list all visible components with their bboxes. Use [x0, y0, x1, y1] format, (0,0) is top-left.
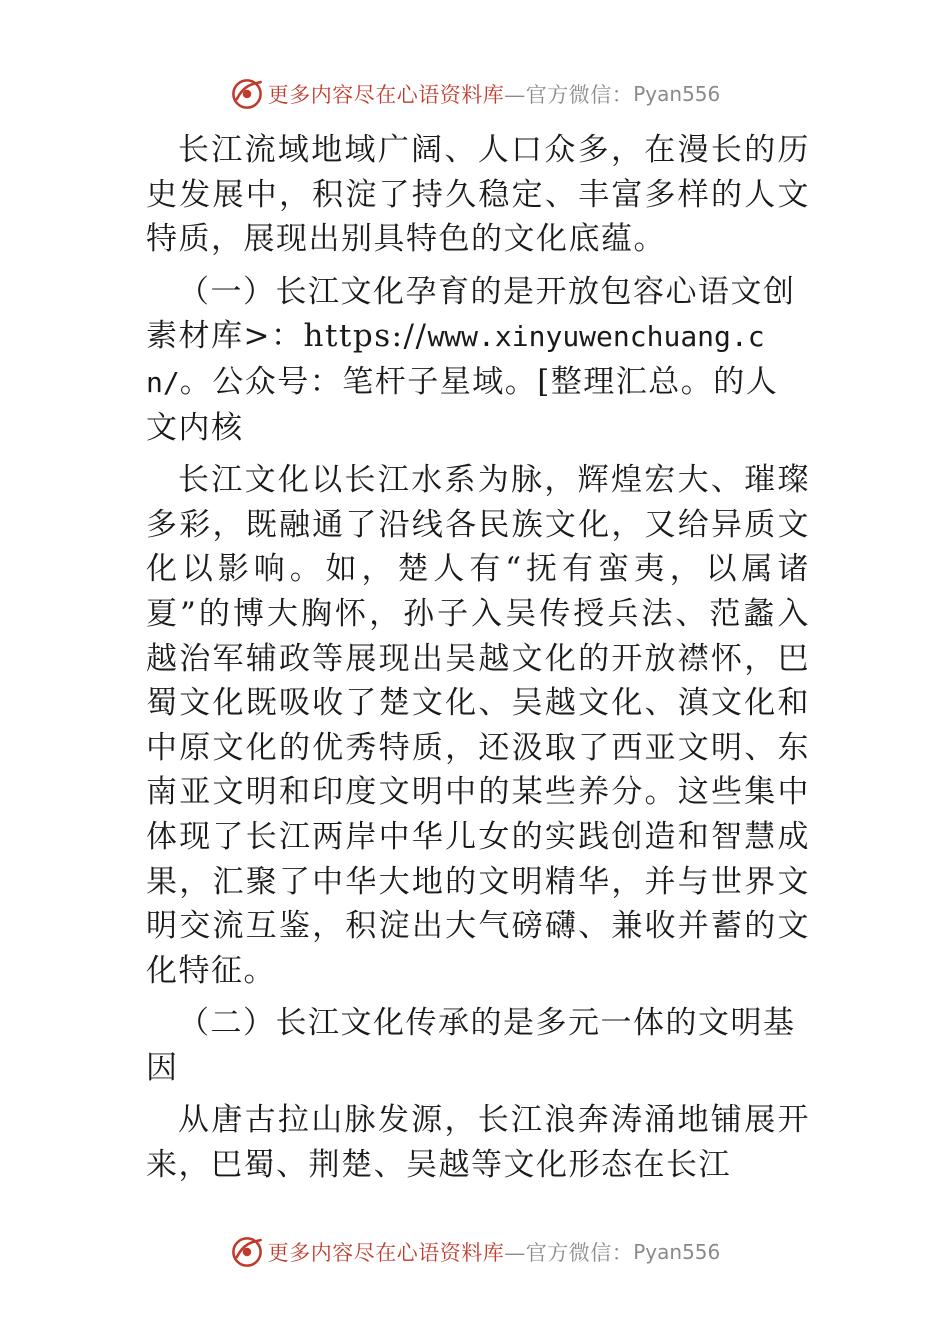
- paragraph-origin: 从唐古拉山脉发源，长江浪奔涛涌地铺展开来，巴蜀、荆楚、吴越等文化形态在长江: [146, 1102, 810, 1184]
- header-banner: [0, 74, 950, 114]
- header-wechat-id: Pyan556: [633, 82, 721, 106]
- section-heading-1: [146, 270, 810, 450]
- header-wechat-label: —官方微信：: [504, 83, 634, 107]
- paragraph-openness: 长江文化以长江水系为脉，辉煌宏大、璀璨多彩，既融通了沿线各民族文化，又给异质文化以影响。如，楚人有“抚有蛮夷，以属诸夏”的博大胸怀，孙子入吴传授兵法、范蠡入越治军辅政等展现出吴越文化的开放襟怀，巴蜀文化既吸收了楚文化、吴越文化、滇文化和中原文化的优秀特质，还汲取了西亚文明、东南亚文明和印度文明中的某些养分。这些集中体现了长江两岸中华儿女的实践创造和智慧成果，汇聚了中华大地的文明精华，并与世界文明交流互鉴，积淀出大气磅礴、兼收并蓄的文化特征。: [146, 462, 810, 989]
- document-body: [146, 128, 810, 1196]
- section-heading-1-text: （一）长江文化孕育的是开放包容心语文创素材库>：https://: [146, 273, 796, 355]
- footer-wechat-label: —官方微信：: [504, 1241, 634, 1265]
- paragraph-intro: 长江流域地域广阔、人口众多，在漫长的历史发展中，积淀了持久稳定、丰富多样的人文特质，展现出别具特色的文化底蕴。: [146, 132, 810, 258]
- footer-wechat-id: Pyan556: [633, 1240, 721, 1264]
- brand-logo-icon: [230, 1235, 264, 1269]
- brand-logo-icon: [230, 77, 264, 111]
- section-heading-1-tail: 。公众号：笔杆子星域。[整理汇总。的人文内核: [146, 363, 779, 446]
- section-heading-2: （二）长江文化传承的是多元一体的文明基因: [146, 1005, 796, 1086]
- header-brand-text: 更多内容尽在心语资料库: [267, 83, 505, 107]
- website-link[interactable]: www.xinyuwenchuang.cn/: [146, 320, 765, 399]
- footer-brand-text: 更多内容尽在心语资料库: [267, 1241, 505, 1265]
- footer-banner: [0, 1232, 950, 1272]
